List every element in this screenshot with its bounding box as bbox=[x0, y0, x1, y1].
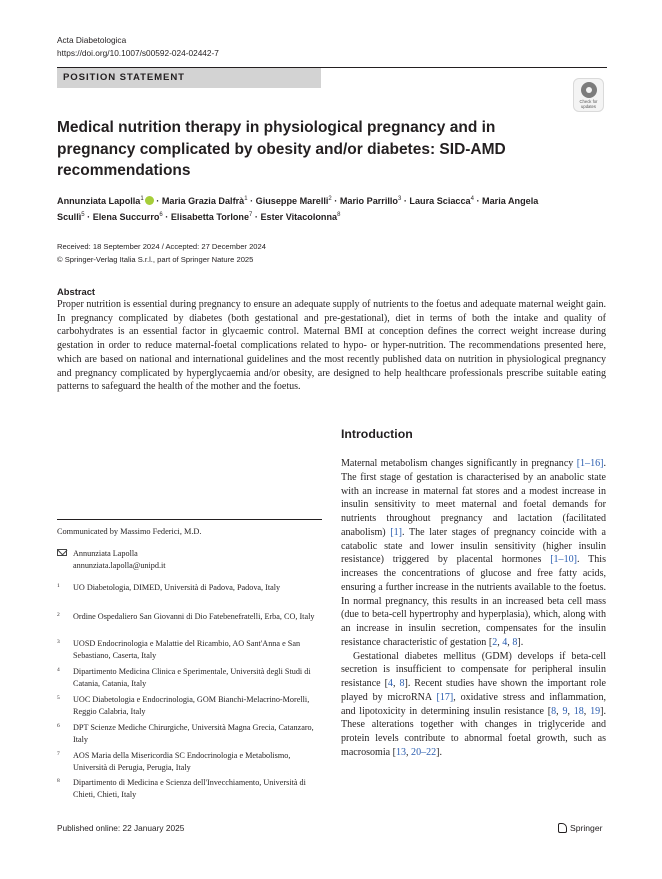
author-affiliation-marker: 7 bbox=[249, 212, 253, 218]
paragraph-text: ]. bbox=[517, 636, 524, 648]
author-separator: · bbox=[473, 196, 483, 206]
paragraph-text: , bbox=[583, 705, 591, 717]
affiliation-number: 8 bbox=[57, 778, 60, 784]
author-separator: · bbox=[401, 196, 410, 206]
affiliation-number: 1 bbox=[57, 583, 60, 589]
envelope-icon bbox=[57, 549, 67, 556]
citation-link[interactable]: [17] bbox=[436, 691, 454, 703]
affiliation-number: 4 bbox=[57, 667, 60, 673]
communicated-by: Communicated by Massimo Federici, M.D. bbox=[57, 527, 202, 536]
affiliation bbox=[57, 722, 322, 745]
paragraph-text: , bbox=[507, 636, 513, 648]
affiliation bbox=[57, 638, 322, 661]
received-accepted-dates: Received: 18 September 2024 / Accepted: 27 December 2024 bbox=[57, 242, 266, 251]
paragraph-text: Gestational diabetes mellitus (GDM) develops if beta-cell secretion is insufficient to compensate for peripheral insulin resistance [ bbox=[341, 650, 606, 689]
citation-link[interactable]: [1] bbox=[390, 526, 402, 538]
corresponding-name: Annunziata Lapolla bbox=[73, 549, 138, 558]
section-tag: POSITION STATEMENT bbox=[57, 68, 321, 88]
author-affiliation-marker: 8 bbox=[337, 212, 341, 218]
author-name[interactable]: Elena Succurro bbox=[92, 212, 160, 222]
abstract-text: Proper nutrition is essential during pregnancy to ensure an adequate supply of nutrients to the foetus and adequate maternal weight gain. In pregnancy complicated by diabetes (both gestational and pre-gestational), diet in terms of both the intake and quality of carbohydrates is an essential factor in glycaemic control. Maternal BMI at conception defines the correct weight increase during gestation in order to reduce maternal-foetal complications related to hypo- or hyper-nutrition. The recommendations presented here, which are based on national and international guidelines and the most recently published data on nutrition in physiological pregnancy and pregnancy complicated by hyperglycaemia and/or obesity, are designed to help healthcare professionals prescribe suitable eating patterns to safeguard the health of the mother and the foetus. bbox=[57, 299, 606, 393]
author-affiliation-marker: 5 bbox=[81, 212, 85, 218]
affiliation-text: Dipartimento Medicina Clinica e Sperimentale, Università degli Studi di Catania, Catania, Italy bbox=[73, 667, 311, 688]
citation-link[interactable]: 13 bbox=[395, 746, 407, 758]
introduction-body bbox=[341, 457, 606, 760]
affiliation-text: UO Diabetologia, DIMED, Università di Padova, Padova, Italy bbox=[73, 583, 281, 592]
author-affiliation-marker: 6 bbox=[159, 212, 163, 218]
affiliation-number: 5 bbox=[57, 695, 60, 701]
affiliation-number: 3 bbox=[57, 639, 60, 645]
citation-link[interactable]: 8 bbox=[551, 705, 557, 717]
check-updates-icon bbox=[581, 82, 597, 98]
doi-link[interactable]: https://doi.org/10.1007/s00592-024-02442-7 bbox=[57, 48, 219, 58]
paragraph-text: . The later stages of pregnancy coincide with a catabolic state and lower insulin sensitivity (higher insulin resistance) triggered by placental hormones bbox=[341, 526, 606, 566]
paragraph-text: , bbox=[556, 705, 563, 717]
journal-name: Acta Diabetologica bbox=[57, 35, 127, 45]
corresponding-author bbox=[57, 548, 322, 571]
corresponding-email[interactable]: annunziata.lapolla@unipd.it bbox=[73, 560, 166, 570]
citation-link[interactable]: 19 bbox=[590, 705, 601, 717]
author-separator: · bbox=[252, 212, 261, 222]
article-title: Medical nutrition therapy in physiological pregnancy and in pregnancy complicated by obesity and/or diabetes: SID-AMD recommendations bbox=[57, 119, 506, 179]
author-separator: · bbox=[84, 212, 93, 222]
affiliation bbox=[57, 666, 322, 689]
affiliation-number: 6 bbox=[57, 723, 60, 729]
author-affiliation-marker: 3 bbox=[397, 196, 402, 202]
paragraph-text: , bbox=[392, 678, 400, 689]
author-affiliation-marker: 1 bbox=[244, 196, 248, 202]
affiliation bbox=[57, 750, 322, 773]
introduction-heading: Introduction bbox=[341, 427, 413, 441]
abstract-heading: Abstract bbox=[57, 286, 96, 297]
introduction-paragraph bbox=[341, 650, 606, 760]
affiliation bbox=[57, 694, 322, 717]
introduction-paragraph bbox=[341, 457, 606, 650]
author-list bbox=[57, 193, 557, 225]
affiliation-text: Dipartimento di Medicina e Scienza dell'Invecchiamento, Università di Chieti, Chieti, Italy bbox=[73, 778, 306, 799]
citation-link[interactable]: [1–16] bbox=[576, 458, 604, 469]
author-separator: · bbox=[247, 196, 256, 206]
author-affiliation-marker: 2 bbox=[328, 196, 332, 202]
author-separator: · bbox=[331, 196, 340, 206]
copyright-notice: © Springer-Verlag Italia S.r.l., part of Springer Nature 2025 bbox=[57, 255, 254, 264]
affiliation bbox=[57, 582, 322, 594]
published-date: Published online: 22 January 2025 bbox=[57, 823, 185, 833]
paragraph-text: , bbox=[406, 746, 412, 758]
paragraph-text: ]. Recent studies have shown the important role played by microRNA bbox=[341, 678, 607, 703]
affiliation-text: UOSD Endocrinologia e Malattie del Ricambio, AO Sant'Anna e San Sebastiano, Caserta, Italy bbox=[73, 639, 301, 660]
citation-link[interactable]: 4 bbox=[387, 678, 393, 689]
citation-link[interactable]: 8 bbox=[399, 678, 405, 689]
paragraph-text: , bbox=[497, 636, 503, 648]
springer-logo bbox=[558, 823, 602, 833]
affiliation-number: 7 bbox=[57, 751, 60, 757]
affiliation bbox=[57, 611, 322, 623]
author-name[interactable]: Giuseppe Marelli bbox=[255, 196, 329, 206]
affiliation-text: Ordine Ospedaliero San Giovanni di Dio Fatebenefratelli, Erba, CO, Italy bbox=[73, 612, 315, 621]
paragraph-text: , bbox=[567, 705, 574, 717]
footnote-rule bbox=[57, 519, 322, 520]
check-for-updates-badge[interactable] bbox=[573, 78, 604, 112]
paragraph-text: Maternal metabolism changes significantly in pregnancy bbox=[341, 458, 577, 469]
citation-link[interactable]: 20–22 bbox=[411, 746, 437, 758]
author-separator: · bbox=[162, 212, 171, 222]
author-name[interactable]: Annunziata Lapolla bbox=[57, 196, 141, 206]
publisher-name: Springer bbox=[570, 823, 603, 833]
citation-link[interactable]: 2 bbox=[492, 636, 498, 648]
paragraph-text: ]. These alterations together with changes in triglyceride and protein levels contribute to abnormal foetal growth, such as macrosomia [ bbox=[341, 705, 606, 758]
author-affiliation-marker: 1 bbox=[140, 196, 144, 202]
affiliation-text: AOS Maria della Misericordia SC Endocrinologia e Metabolismo, Università di Perugia, Perugia, Italy bbox=[73, 751, 291, 772]
citation-link[interactable]: 18 bbox=[573, 705, 584, 717]
paragraph-text: ]. bbox=[436, 746, 443, 758]
citation-link[interactable]: 9 bbox=[562, 705, 568, 717]
author-name[interactable]: Ester Vitacolonna bbox=[260, 212, 338, 222]
affiliation-text: DPT Scienze Mediche Chirurgiche, Università Magna Grecia, Catanzaro, Italy bbox=[73, 723, 314, 744]
check-updates-label: Check for updates bbox=[579, 99, 598, 109]
springer-horse-icon bbox=[558, 823, 567, 833]
author-name[interactable]: Mario Parrillo bbox=[339, 196, 398, 206]
author-name[interactable]: Maria Grazia Dalfrà bbox=[161, 196, 245, 206]
affiliation-number: 2 bbox=[57, 612, 60, 618]
affiliation-text: UOC Diabetologia e Endocrinologia, GOM Bianchi-Melacrino-Morelli, Reggio Calabria, Italy bbox=[73, 695, 310, 716]
paragraph-text: . This increases the concentrations of glucose and free fatty acids, ensuring a further increase in the nutrients available to the foetus. In normal pregnancy, this results in an increased beta cell mass (due to beta-cell hypertrophy and hyperplasia), which, along with an increase in insulin secretion, compensates for the insulin resistance characteristic of gestation [ bbox=[341, 554, 606, 648]
citation-link[interactable]: [1–10] bbox=[550, 554, 577, 566]
citation-link[interactable]: 8 bbox=[512, 636, 518, 648]
author-name[interactable]: Laura Sciacca bbox=[409, 196, 471, 206]
orcid-icon[interactable] bbox=[145, 196, 154, 205]
citation-link[interactable]: 4 bbox=[502, 636, 508, 648]
paragraph-text: , oxidative stress and inflammation, and lipotoxicity in determining insulin resistance [ bbox=[341, 691, 606, 717]
paragraph-text: . The first stage of gestation is characterised by an anabolic state with an increase in maternal fat stores and a modest increase in insulin sensitivity to meet maternal and foetal demands for nutrients throughout pregnancy and lactation (facilitated anabolism) bbox=[341, 458, 606, 538]
author-name[interactable]: Maria Angela Scullì bbox=[57, 196, 539, 222]
affiliation bbox=[57, 777, 322, 800]
author-name[interactable]: Elisabetta Torlone bbox=[170, 212, 250, 222]
author-separator: · bbox=[153, 196, 162, 206]
author-affiliation-marker: 4 bbox=[470, 196, 474, 202]
